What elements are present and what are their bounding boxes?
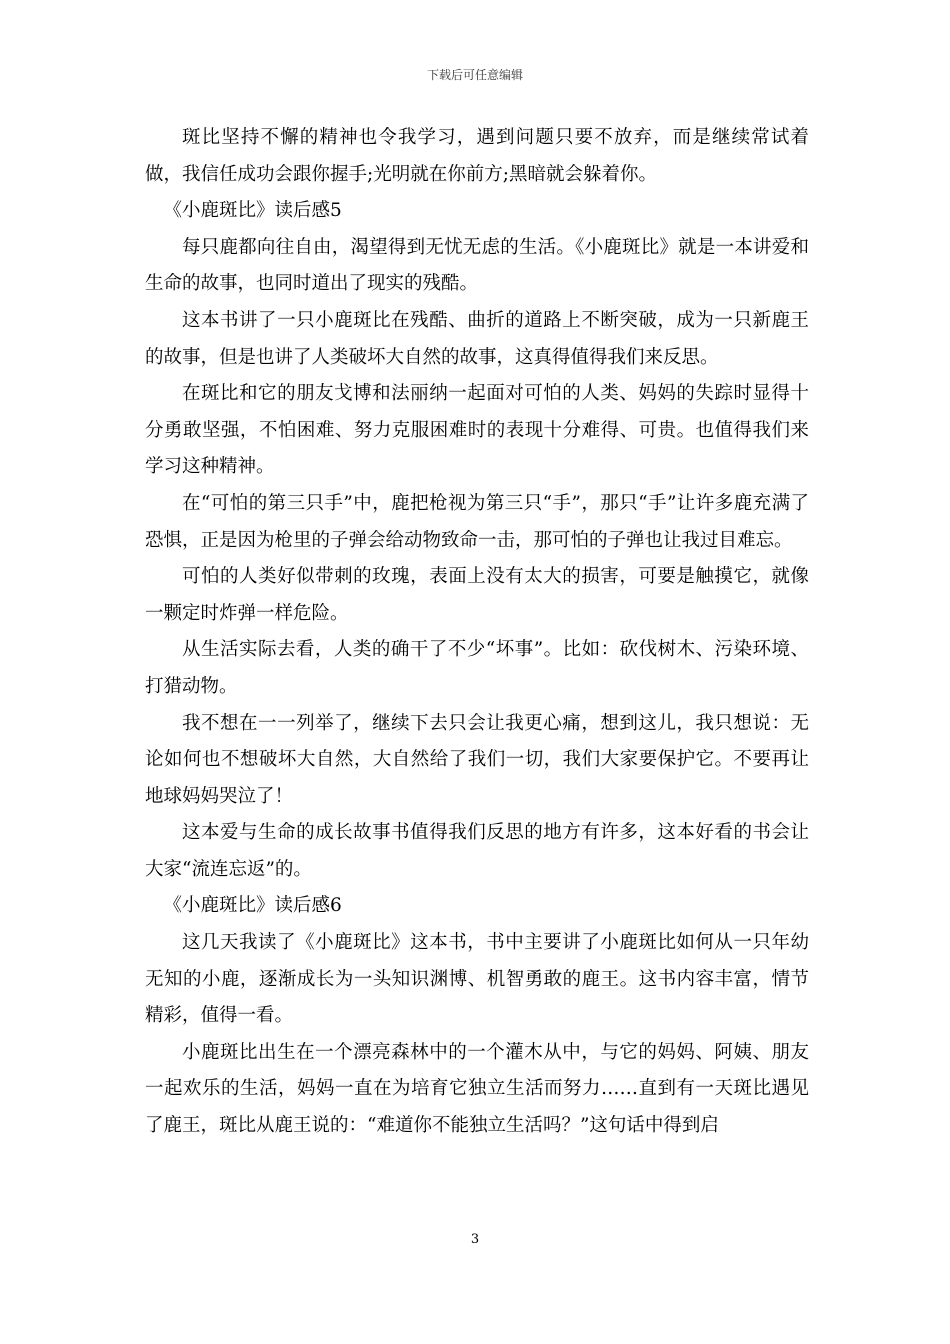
- paragraph: 这几天我读了《小鹿斑比》这本书，书中主要讲了小鹿斑比如何从一只年幼无知的小鹿，逐渐成长为一头知识渊博、机智勇敢的鹿王。这书内容丰富，情节精彩，值得一看。: [145, 932, 809, 1027]
- paragraph: 这本爱与生命的成长故事书值得我们反思的地方有许多，这本好看的书会让大家“流连忘返”的。: [145, 822, 809, 880]
- paragraph: 小鹿斑比出生在一个漂亮森林中的一个灌木从中，与它的妈妈、阿姨、朋友一起欢乐的生活，妈妈一直在为培育它独立生活而努力……直到有一天斑比遇见了鹿王，斑比从鹿王说的：“难道你不能独立生活吗？”这句话中得到启: [145, 1041, 809, 1137]
- paragraph: 在斑比和它的朋友戈博和法丽纳一起面对可怕的人类、妈妈的失踪时显得十分勇敢坚强，不怕困难、努力克服困难时的表现十分难得、可贵。也值得我们来学习这种精神。: [145, 383, 809, 478]
- section-heading: 《小鹿斑比》读后感5: [163, 200, 342, 222]
- paragraph: 斑比坚持不懈的精神也令我学习，遇到问题只要不放弃，而是继续常试着做，我信任成功会跟你握手;光明就在你前方;黑暗就会躲着你。: [145, 127, 809, 185]
- paragraph: 可怕的人类好似带刺的玫瑰，表面上没有太大的损害，可要是触摸它，就像一颗定时炸弹一样危险。: [145, 566, 809, 624]
- document-body: [145, 120, 809, 1145]
- paragraph: 这本书讲了一只小鹿斑比在残酷、曲折的道路上不断突破，成为一只新鹿王的故事，但是也讲了人类破坏大自然的故事，这真得值得我们来反思。: [145, 309, 809, 368]
- page-header: 下载后可任意编辑: [426, 68, 523, 82]
- paragraph: 在“可怕的第三只手”中，鹿把枪视为第三只“手”，那只“手”让许多鹿充满了恐惧，正是因为枪里的子弹会给动物致命一击，那可怕的子弹也让我过目难忘。: [145, 492, 809, 551]
- paragraph: 我不想在一一列举了，继续下去只会让我更心痛，想到这儿，我只想说：无论如何也不想破坏大自然，大自然给了我们一切，我们大家要保护它。不要再让地球妈妈哭泣了！: [145, 712, 809, 807]
- section-heading: 《小鹿斑比》读后感6: [163, 895, 342, 917]
- page-number: 3: [470, 1232, 480, 1247]
- paragraph: 从生活实际去看，人类的确干了不少“坏事”。比如：砍伐树木、污染环境、打猎动物。: [145, 639, 809, 697]
- paragraph: 每只鹿都向往自由，渴望得到无忧无虑的生活。《小鹿斑比》就是一本讲爱和生命的故事，也同时道出了现实的残酷。: [145, 236, 809, 295]
